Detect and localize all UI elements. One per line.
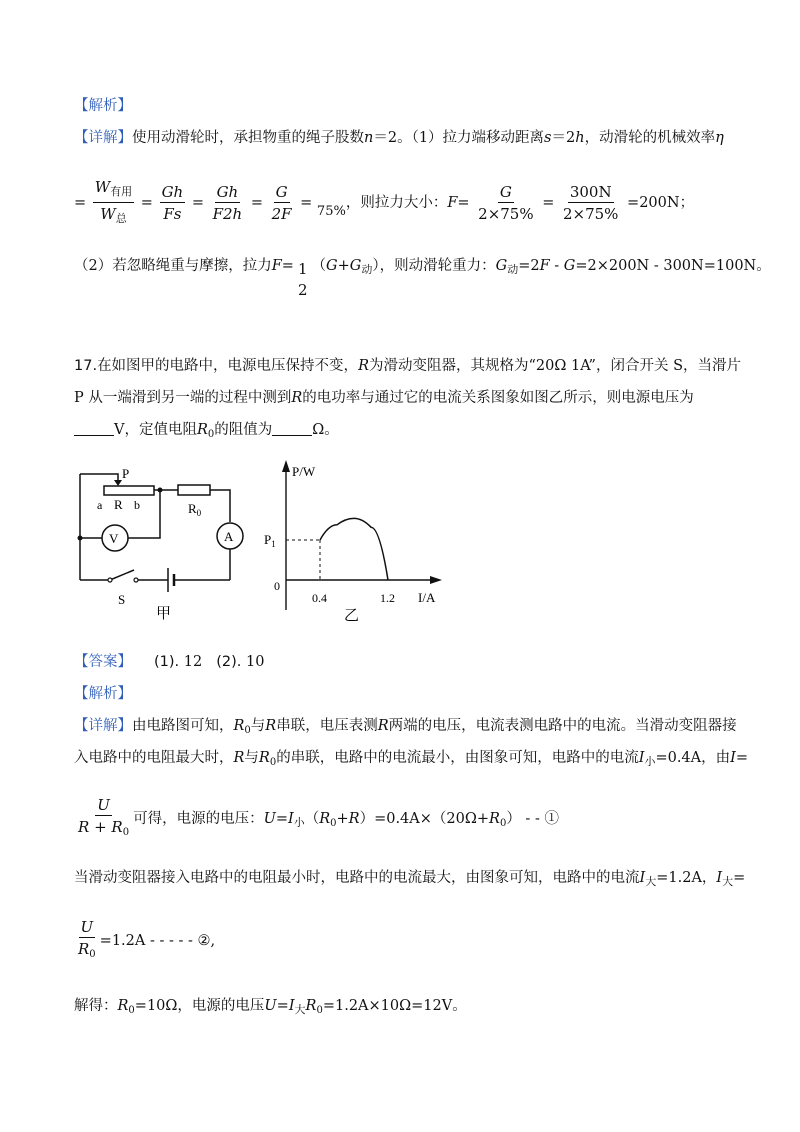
- origin-label: 0: [274, 579, 280, 593]
- q17-line-3: V，定值电阻$R_0$的阻值为 Ω。: [74, 420, 339, 445]
- label-b: b: [134, 498, 140, 512]
- power-current-chart: [258, 450, 448, 630]
- caption-jia: 甲: [156, 606, 172, 622]
- label-r0: $R_0$: [188, 501, 202, 518]
- junction-dot: [78, 536, 83, 541]
- y-axis-arrow: [282, 460, 290, 472]
- switch-pivot: [108, 578, 112, 582]
- fraction-u-r0: $\frac{U}{R_0}$: [78, 918, 96, 960]
- rheostat-symbol: [104, 486, 154, 495]
- x-tick-label: 1.2: [380, 591, 395, 605]
- fraction-gh-fs: $\frac{Gh}{Fs}$: [161, 183, 184, 223]
- fraction-300n: $\frac{300N}{2\times 75\%}$: [562, 183, 619, 223]
- circuit-diagram: [70, 458, 245, 630]
- s2-line-4: 当滑动变阻器接入电路中的电阻最小时，电路中的电流最大，由图象可知，电路中的电流$I_大=1.2A$，$I_大=$: [74, 870, 746, 888]
- gravity-line: （2）若忽略绳重与摩擦，拉力F= 1 2 $(G+G_动)$，则动滑轮重力：$G_动=2F - G=2\times 200N - 300N=100N$。: [74, 258, 771, 299]
- answer-line: 【答案】 (1). 12 (2). 10: [74, 654, 265, 670]
- fraction-g-150: $\frac{G}{2\times 75\%}$: [478, 183, 534, 223]
- fraction-w: $\frac{W_{有用}}{W_总}$: [94, 178, 133, 225]
- fraction-u-r-r0: $\frac{U}{R + R_0}$: [78, 796, 130, 838]
- label-a: a: [97, 498, 103, 512]
- label-r: R: [114, 497, 123, 512]
- label-v: V: [109, 531, 119, 546]
- fraction-g-2f: $\frac{G}{2F}$: [271, 183, 292, 223]
- detail-tag: 【详解】: [74, 130, 132, 146]
- detail-line-1: 【详解】使用动滑轮时，承担物重的绳子股数n＝2。（1）拉力端移动距离s＝2h，动滑轮的机械效率η: [74, 130, 724, 146]
- x-axis-arrow: [430, 576, 442, 584]
- analysis-heading-2: 【解析】: [74, 686, 132, 702]
- switch-contact: [134, 578, 138, 582]
- slider-arrow: [114, 480, 122, 486]
- junction-dot: [158, 488, 163, 493]
- s2-line-2: 入电路中的电阻最大时，R与$R_0$的串联，电路中的电流最小，由图象可知，电路中的电流$I_小=0.4A$，由I=: [74, 750, 749, 768]
- efficiency-equation: = $\frac{W_{有用}}{W_总}$ = $\frac{Gh}{Fs}$ = $\frac{Gh}{F2h}$ = $\frac{G}{2F}$ = 75%，则拉力大小：F= $\frac{G}{2\times 75\%}$ = $\frac{300N}{2\times 75\%}$ =200N；: [74, 178, 694, 228]
- answer-tag: 【答案】: [74, 654, 132, 670]
- answer-value-2: 10: [245, 654, 265, 670]
- x-tick-label: 0.4: [312, 591, 327, 605]
- resistor-r0-symbol: [178, 485, 210, 495]
- answer-blank-2[interactable]: [272, 421, 312, 436]
- answer-blank-1[interactable]: [74, 421, 114, 436]
- y-tick-label-p1: $P_1$: [264, 532, 276, 549]
- analysis-heading-1: 【解析】: [74, 98, 132, 114]
- y-axis-label: P/W: [292, 464, 316, 479]
- label-am: A: [224, 529, 234, 544]
- circuit-wire: [80, 474, 118, 482]
- power-curve-series: [320, 518, 388, 580]
- label-p: P: [122, 466, 130, 481]
- fraction-gh-f2h: $\frac{Gh}{F2h}$: [212, 183, 243, 223]
- fraction-half: 1 2: [297, 260, 308, 299]
- s2-line-5: $\frac{U}{R_0}$ =1.2A - - - - - ②,: [74, 918, 215, 964]
- question-number: 17.: [74, 358, 98, 374]
- caption-yi: 乙: [344, 608, 360, 624]
- switch-symbol: [110, 570, 134, 580]
- circuit-wire: [128, 490, 160, 538]
- s2-line-3: $\frac{U}{R + R_0}$ 可得，电源的电压：$U=I_小(R_0+R)=0.4A\times(20\Omega+R_0)$ - - ①: [74, 796, 559, 842]
- circuit-wire: [210, 490, 230, 522]
- answer-value-1: 12: [183, 654, 203, 670]
- q17-line-2: P 从一端滑到另一端的过程中测到R的电功率与通过它的电流关系图象如图乙所示，则电源电压为: [74, 390, 694, 406]
- s2-line-6: 解得：$R_0=10\Omega$，电源的电压$U=I_大R_0=1.2A\times 10\Omega=12V$。: [74, 998, 467, 1016]
- x-axis-label: I/A: [418, 590, 436, 605]
- q17-line-1: 17.在如图甲的电路中，电源电压保持不变，R为滑动变阻器，其规格为“20Ω 1A”，闭合开关 S，当滑片: [74, 358, 741, 374]
- s2-line-1: 【详解】由电路图可知，$R_0$与R串联，电压表测R两端的电压，电流表测电路中的电流。当滑动变阻器接: [74, 718, 737, 736]
- label-s: S: [118, 592, 126, 607]
